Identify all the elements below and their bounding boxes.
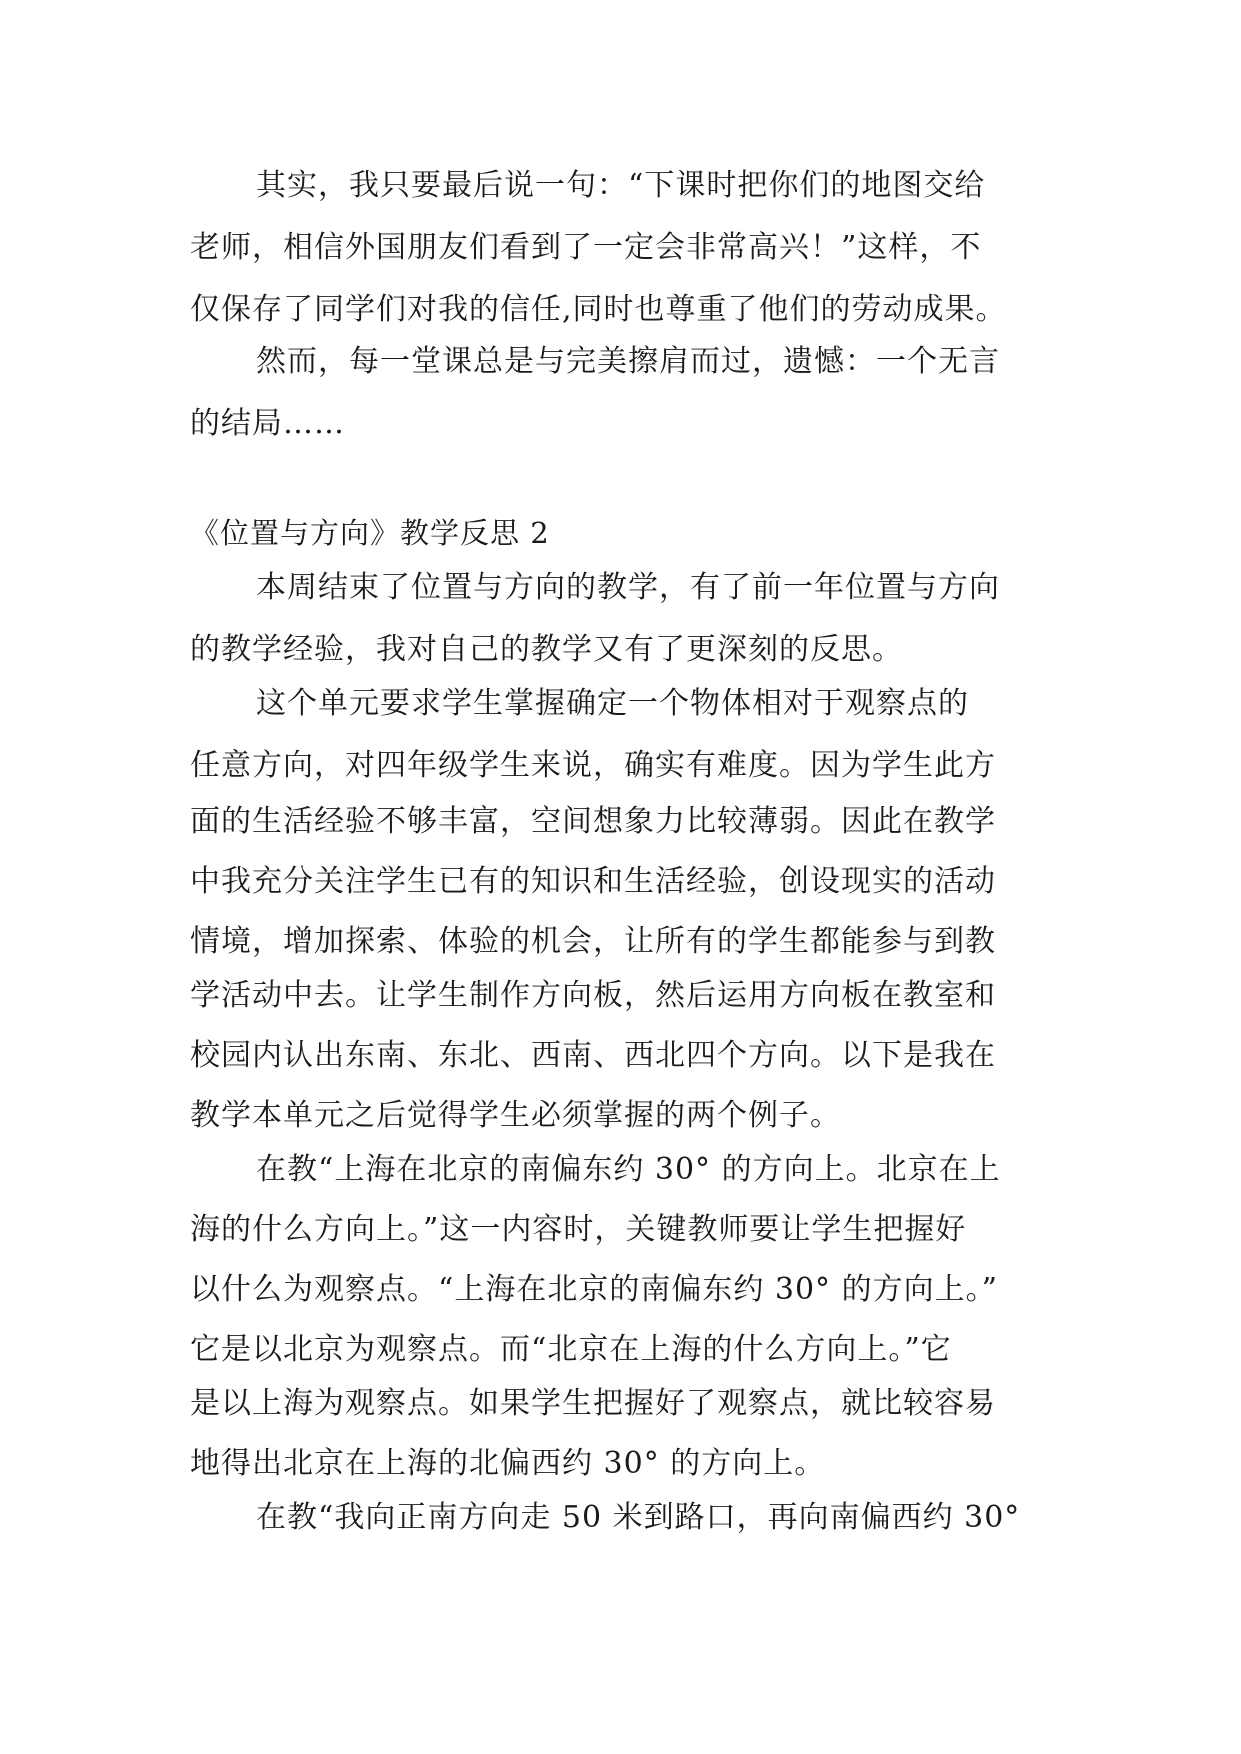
- paragraph-5-line-4: 它是以北京为观察点。而“北京在上海的什么方向上。”它: [190, 1332, 952, 1367]
- paragraph-1-line-1: 其实，我只要最后说一句：“下课时把你们的地图交给: [256, 168, 986, 203]
- paragraph-3-line-2: 的教学经验，我对自己的教学又有了更深刻的反思。: [190, 632, 903, 667]
- paragraph-4-line-6: 学活动中去。让学生制作方向板，然后运用方向板在教室和: [190, 978, 996, 1013]
- paragraph-4-line-3: 面的生活经验不够丰富，空间想象力比较薄弱。因此在教学: [190, 804, 996, 839]
- paragraph-5-line-5: 是以上海为观察点。如果学生把握好了观察点，就比较容易: [190, 1386, 996, 1421]
- paragraph-4-line-8: 教学本单元之后觉得学生必须掌握的两个例子。: [190, 1098, 841, 1133]
- paragraph-2-line-1: 然而，每一堂课总是与完美擦肩而过，遗憾：一个无言: [256, 344, 1000, 379]
- paragraph-1-line-3: 仅保存了同学们对我的信任,同时也尊重了他们的劳动成果。: [190, 292, 1007, 327]
- paragraph-4-line-1: 这个单元要求学生掌握确定一个物体相对于观察点的: [256, 686, 969, 721]
- paragraph-1-line-2: 老师，相信外国朋友们看到了一定会非常高兴！”这样，不: [190, 230, 982, 265]
- paragraph-4-line-7: 校园内认出东南、东北、西南、西北四个方向。以下是我在: [190, 1038, 996, 1073]
- paragraph-3-line-1: 本周结束了位置与方向的教学，有了前一年位置与方向: [256, 570, 1000, 605]
- paragraph-4-line-4: 中我充分关注学生已有的知识和生活经验，创设现实的活动: [190, 864, 996, 899]
- paragraph-5-line-2: 海的什么方向上。”这一内容时，关键教师要让学生把握好: [190, 1212, 967, 1247]
- paragraph-4-line-2: 任意方向，对四年级学生来说，确实有难度。因为学生此方: [190, 748, 996, 783]
- section-heading: 《位置与方向》教学反思 2: [190, 516, 550, 550]
- paragraph-5-line-6: 地得出北京在上海的北偏西约 30° 的方向上。: [190, 1446, 826, 1481]
- paragraph-5-line-1: 在教“上海在北京的南偏东约 30° 的方向上。北京在上: [256, 1152, 1001, 1187]
- paragraph-4-line-5: 情境，增加探索、体验的机会，让所有的学生都能参与到教: [190, 924, 996, 959]
- paragraph-2-line-2: 的结局……: [190, 406, 345, 441]
- paragraph-5-line-3: 以什么为观察点。“上海在北京的南偏东约 30° 的方向上。”: [190, 1272, 998, 1307]
- paragraph-6-line-1: 在教“我向正南方向走 50 米到路口，再向南偏西约 30°: [256, 1500, 1021, 1535]
